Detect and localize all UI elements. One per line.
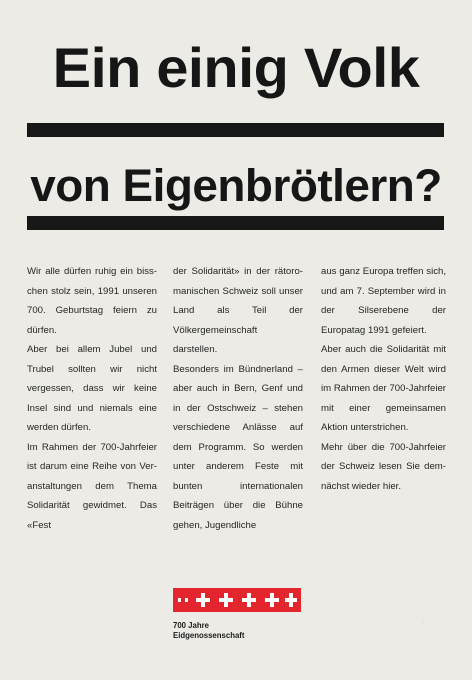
headline-line-1: Ein einig Volk xyxy=(52,36,420,99)
paragraph: aus ganz Europa treffen sich, und am 7. September wird in der Silserebene der Europatag 1991 gefeiert. xyxy=(321,266,446,336)
logo-line-1: 700 Jahre xyxy=(173,621,209,630)
headline-line-2: von Eigenbrötlern? xyxy=(30,160,442,211)
paragraph: Mehr über die 700-Jahrfeier der Schweiz lesen Sie demnächst wieder hier. xyxy=(321,441,446,492)
divider-bar-bottom xyxy=(27,216,444,230)
paragraph: der Solidarität» in der rätoromanischen Schweiz soll unser Land als Teil der Völkergemeinschaft darstellen. xyxy=(173,266,303,355)
paragraph: Aber bei allem Jubel und Trubel sollten wir nicht vergessen, dass wir keine Insel sind und niemals eine werden dürfen. xyxy=(27,344,157,433)
printer-credit: · · · xyxy=(421,619,426,625)
divider-bar-top xyxy=(27,123,444,137)
logo-wordmark xyxy=(173,621,245,640)
logo-line-2: Eidgenossenschaft xyxy=(173,630,245,640)
text-column-1 xyxy=(27,262,157,535)
text-column-2 xyxy=(173,262,303,535)
paragraph: Wir alle dürfen ruhig ein bisschen stolz sein, 1991 unseren 700. Geburtstag feiern zu dürfen. xyxy=(27,266,157,336)
text-column-3 xyxy=(321,262,446,496)
paragraph: Im Rahmen der 700-Jahrfeier ist darum eine Reihe von Veranstaltungen dem Thema Solidarität gewidmet. Das «Fest xyxy=(27,441,157,531)
paragraph: Besonders im Bündnerland – aber auch in Bern, Genf und in der Ostschweiz – stehen verschiedene Anlässe auf dem Programm. So werden unter anderem Feste mit bunten internationalen Beiträgen über die Bühne gehen, Jugendliche xyxy=(173,363,303,531)
paragraph: Aber auch die Solidarität mit den Armen dieser Welt wird im Rahmen der 700-Jahrfeier mit einer gemeinsamen Aktion unterstrichen. xyxy=(321,344,446,433)
swiss-crosses-logo-icon xyxy=(173,588,301,612)
